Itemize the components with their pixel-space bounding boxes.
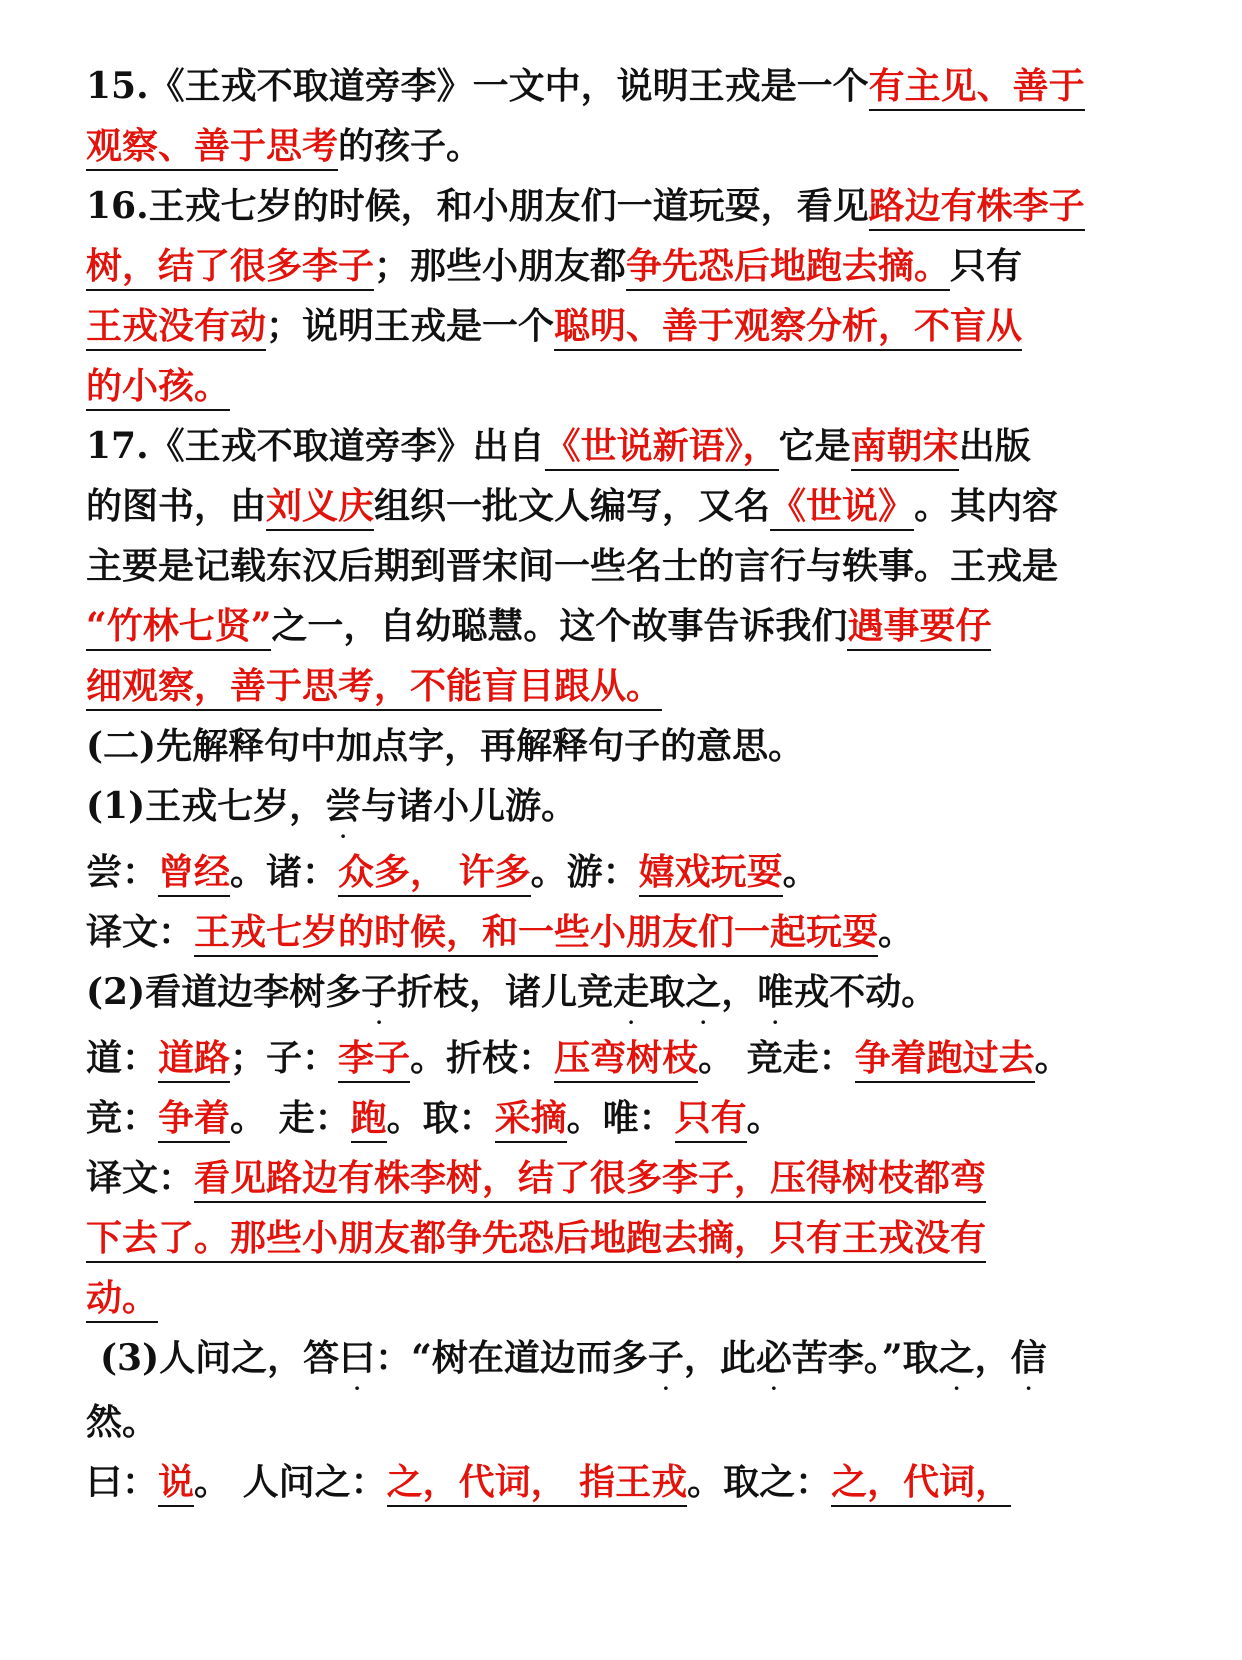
q17-line-2 xyxy=(86,485,1059,531)
gloss-answer: 争着 xyxy=(158,1100,230,1143)
gloss-answer: 之，代词， xyxy=(831,1464,1011,1507)
gloss-answer: 采摘 xyxy=(495,1100,567,1143)
q16-line-1 xyxy=(86,185,1085,231)
q17-answer-7: 细观察，善于思考，不能盲目跟从。 xyxy=(86,668,662,711)
q17-text-3: 主要是记载东汉后期到晋宋间一些名士的言行与轶事。王戎是 xyxy=(86,545,1059,587)
q17-text-2: 的图书，由 xyxy=(86,485,267,527)
gloss-answer: 嬉戏玩耍 xyxy=(639,854,783,897)
sentence-3: (3)人问之，答曰 · ：“树在道边而多子 · ，此必 · 苦李。”取之 · ，信 · xyxy=(100,1337,1047,1400)
dotted-char: 信 · xyxy=(1010,1337,1047,1400)
section-2-title: (二)先解释句中加点字，再解释句子的意思。 xyxy=(86,725,805,767)
q15-answer-1: 有主见、善于 xyxy=(869,68,1085,111)
q17-line-4 xyxy=(86,605,992,651)
gloss-answer: 李子 xyxy=(338,1040,410,1083)
sentence-3-gloss: 曰：说。 人问之：之，代词， 指王戎。取之：之，代词， xyxy=(86,1464,1011,1507)
q17-answer-5: “竹林七贤” xyxy=(86,608,271,651)
dotted-char: 曰 · xyxy=(339,1337,376,1400)
q17-text-mid-4: 之一，自幼聪慧。这个故事告诉我们 xyxy=(271,605,848,647)
translation-answer: 动。 xyxy=(86,1280,158,1323)
sentence-1: (1)王戎七岁，尝 · 与诸小儿游。 xyxy=(86,785,578,848)
q16-answer-1: 路边有株李子 xyxy=(869,188,1085,231)
sentence-1-gloss: 尝：曾经。诸：众多， 许多。游：嬉戏玩耍。 xyxy=(86,854,819,897)
q17-text-post-2: 。其内容 xyxy=(914,485,1059,527)
q16-answer-3: 争先恐后地跑去摘。 xyxy=(626,248,950,291)
gloss-answer: 众多， 许多 xyxy=(338,854,531,897)
dotted-char: 尝 · xyxy=(325,785,362,848)
q16-text-mid-2: ；说明王戎是一个 xyxy=(266,305,555,347)
sentence-3-line-2: 然。 xyxy=(86,1401,159,1443)
sentence-2-translation-1: 译文：看见路边有株李树，结了很多李子，压得树枝都弯 xyxy=(86,1160,986,1203)
sentence-1-translation: 译文：王戎七岁的时候，和一些小朋友们一起玩耍。 xyxy=(86,914,914,957)
q16-text: 16.王戎七岁的时候，和小朋友们一道玩耍，看见 xyxy=(86,185,869,227)
q17-text-mid: 它是 xyxy=(778,425,851,467)
q16-answer-4: 王戎没有动 xyxy=(86,308,266,351)
q16-line-2 xyxy=(86,245,1023,291)
q17-answer-3: 刘义庆 xyxy=(266,488,374,531)
sentence-2: (2)看道边李树多子 · 折枝，诸儿竞走 · 取之 · ，唯 · 戎不动。 xyxy=(86,971,938,1034)
dotted-char: 走 · xyxy=(613,971,650,1034)
dotted-char: 之 · xyxy=(685,971,722,1034)
q17-line-5 xyxy=(86,665,663,711)
q17-answer-4: 《世说》 xyxy=(770,488,914,531)
dotted-char: 子 · xyxy=(361,971,398,1034)
gloss-answer: 曾经 xyxy=(158,854,230,897)
q15-text: 15.《王戎不取道旁李》一文中，说明王戎是一个 xyxy=(86,65,869,107)
translation-answer: 王戎七岁的时候，和一些小朋友们一起玩耍 xyxy=(194,914,878,957)
sentence-2-gloss-1: 道：道路；子：李子。折枝：压弯树枝。 竞走：争着跑过去。 xyxy=(86,1040,1071,1083)
q17-line-1 xyxy=(86,425,1031,471)
q16-answer-2: 树，结了很多李子 xyxy=(86,248,374,291)
q16-line-3 xyxy=(86,305,1023,351)
q17-line-3 xyxy=(86,545,1059,587)
q15-line-2 xyxy=(86,125,483,171)
gloss-answer: 道路 xyxy=(158,1040,230,1083)
gloss-answer: 说 xyxy=(158,1464,194,1507)
dotted-char: 必 · xyxy=(755,1337,792,1400)
q16-text-post: 只有 xyxy=(950,245,1023,287)
q16-answer-5: 聪明、善于观察分析，不盲从 xyxy=(554,308,1022,351)
q16-line-4 xyxy=(86,365,231,411)
q15-text-end: 的孩子。 xyxy=(338,125,483,167)
q16-answer-6: 的小孩。 xyxy=(86,368,230,411)
q17-text-post: 出版 xyxy=(958,425,1031,467)
q17-answer-6: 遇事要仔 xyxy=(847,608,991,651)
translation-answer: 看见路边有株李树，结了很多李子，压得树枝都弯 xyxy=(194,1160,986,1203)
gloss-answer: 之，代词， 指王戎 xyxy=(387,1464,688,1507)
sentence-2-translation-3 xyxy=(86,1277,159,1323)
gloss-answer: 跑 xyxy=(351,1100,387,1143)
dotted-char: 之 · xyxy=(938,1337,975,1400)
sentence-2-gloss-2: 竞：争着。 走：跑。取：采摘。唯：只有。 xyxy=(86,1100,783,1143)
q15-line-1 xyxy=(86,65,1085,111)
q17-text-mid-2: 组织一批文人编写，又名 xyxy=(374,485,771,527)
q17-answer-1: 《世说新语》， xyxy=(545,428,779,471)
q15-answer-2: 观察、善于思考 xyxy=(86,128,338,171)
sentence-2-translation-2 xyxy=(86,1217,987,1263)
gloss-answer: 压弯树枝 xyxy=(554,1040,698,1083)
q17-answer-2: 南朝宋 xyxy=(851,428,959,471)
q17-text: 17.《王戎不取道旁李》出自 xyxy=(86,425,545,467)
translation-answer: 下去了。那些小朋友都争先恐后地跑去摘，只有王戎没有 xyxy=(86,1220,986,1263)
gloss-answer: 只有 xyxy=(675,1100,747,1143)
q16-text-mid: ；那些小朋友都 xyxy=(374,245,627,287)
dotted-char: 子 · xyxy=(647,1337,684,1400)
gloss-answer: 争着跑过去 xyxy=(855,1040,1035,1083)
dotted-char: 唯 · xyxy=(757,971,794,1034)
